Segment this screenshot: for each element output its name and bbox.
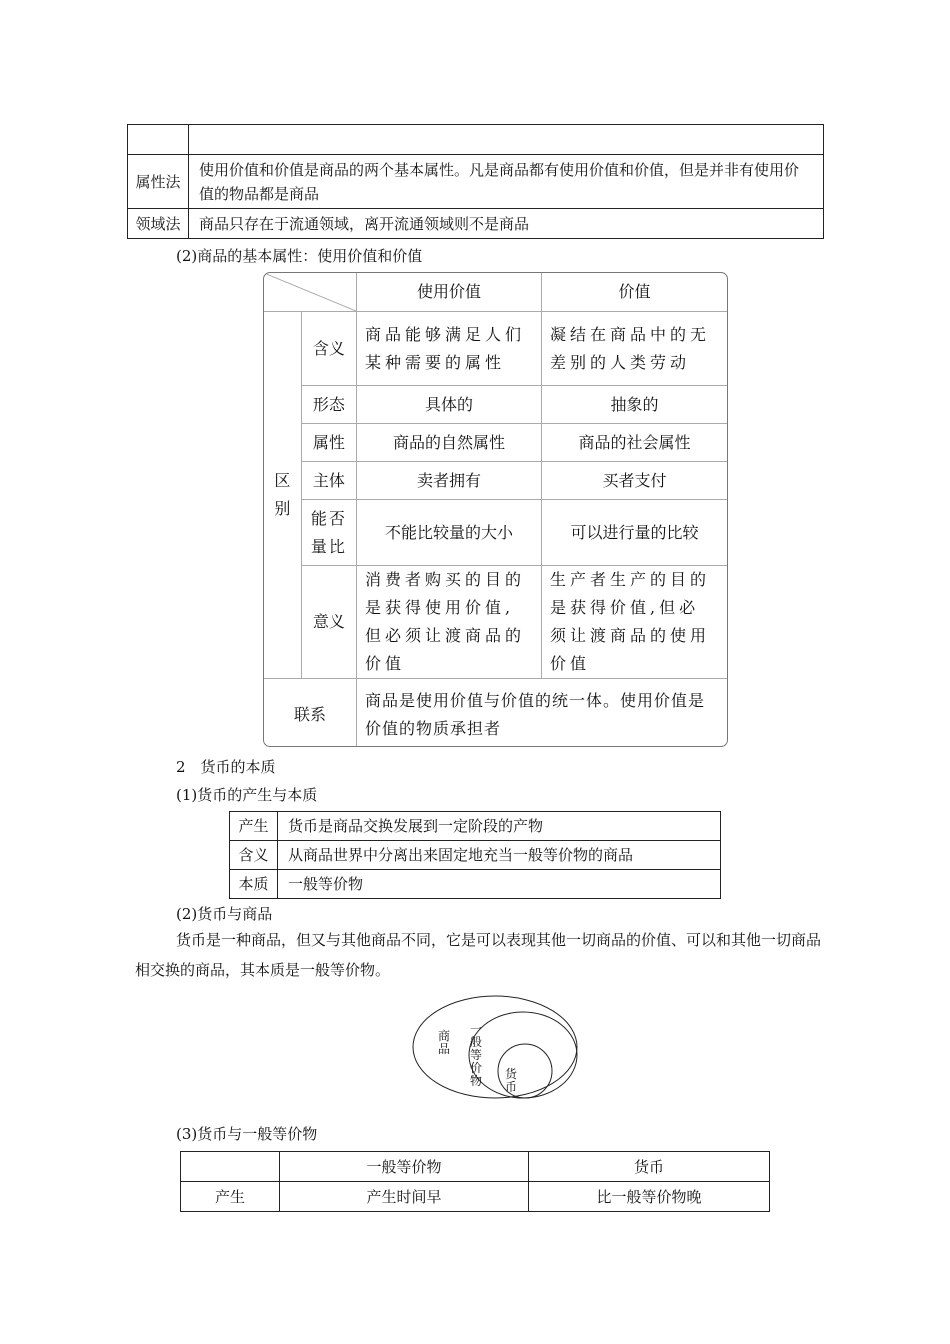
table-row bbox=[264, 424, 727, 462]
diagonal-line-icon bbox=[264, 273, 356, 311]
table-cell: 产生 bbox=[230, 812, 278, 841]
table-cell: 不能比较量的大小 bbox=[357, 500, 542, 566]
attribute-table-grid bbox=[264, 273, 727, 747]
table-cell: 产生时间早 bbox=[280, 1182, 529, 1212]
row-label: 主体 bbox=[301, 462, 356, 500]
table-row bbox=[128, 209, 824, 239]
column-header: 价值 bbox=[542, 273, 728, 312]
table-cell: 本质 bbox=[230, 870, 278, 899]
table-cell: 使用价值和价值是商品的两个基本属性。凡是商品都有使用价值和价值，但是并非有使用价值的物品都是商品 bbox=[189, 155, 824, 209]
table-cell: 属性法 bbox=[128, 155, 189, 209]
venn-label-money: 货币 bbox=[504, 1067, 517, 1094]
table-row bbox=[230, 841, 721, 870]
table-row bbox=[264, 386, 727, 424]
table-cell bbox=[181, 1152, 280, 1182]
table-cell: 比一般等价物晚 bbox=[529, 1182, 770, 1212]
row-label-text: 能否量比 bbox=[310, 508, 347, 556]
table-cell: 商品能够满足人们某种需要的属性 bbox=[357, 312, 542, 386]
table-cell: 一般等价物 bbox=[278, 870, 721, 899]
table-cell bbox=[189, 125, 824, 155]
table-row bbox=[264, 500, 727, 566]
table-row bbox=[181, 1182, 770, 1212]
table-row bbox=[264, 566, 727, 679]
attribute-comparison-table bbox=[263, 272, 728, 747]
property-method-table bbox=[127, 124, 824, 239]
middle-ellipse bbox=[469, 1012, 577, 1098]
table-row bbox=[230, 812, 721, 841]
column-header: 使用价值 bbox=[357, 273, 542, 312]
table-row bbox=[128, 125, 824, 155]
difference-label-text: 区别 bbox=[274, 471, 291, 518]
table-cell: 可以进行量的比较 bbox=[542, 500, 728, 566]
table-row bbox=[264, 679, 727, 748]
table-row bbox=[128, 155, 824, 209]
table-cell: 含义 bbox=[230, 841, 278, 870]
table-cell: 生产者生产的目的是获得价值,但必须让渡商品的使用价值 bbox=[542, 566, 728, 679]
table-cell: 从商品世界中分离出来固定地充当一般等价物的商品 bbox=[278, 841, 721, 870]
table-row bbox=[264, 273, 727, 312]
table-cell: 产生 bbox=[181, 1182, 280, 1212]
table-cell: 领域法 bbox=[128, 209, 189, 239]
table-cell: 商品的社会属性 bbox=[542, 424, 728, 462]
link-label: 联系 bbox=[264, 679, 357, 748]
table-cell: 凝结在商品中的无差别的人类劳动 bbox=[542, 312, 728, 386]
table-row bbox=[230, 870, 721, 899]
table-cell: 具体的 bbox=[357, 386, 542, 424]
table-row bbox=[181, 1152, 770, 1182]
money-vs-equivalent-table bbox=[180, 1151, 770, 1212]
subheading-money-and-commodity: (2)货币与商品 bbox=[176, 905, 273, 923]
table-cell: 货币是商品交换发展到一定阶段的产物 bbox=[278, 812, 721, 841]
heading-commodity-attributes: (2)商品的基本属性：使用价值和价值 bbox=[176, 247, 423, 265]
row-label: 含义 bbox=[301, 312, 356, 386]
table-cell: 消费者购买的目的是获得使用价值,但必须让渡商品的价值 bbox=[357, 566, 542, 679]
table-row bbox=[264, 462, 727, 500]
subheading-money-origin: (1)货币的产生与本质 bbox=[176, 786, 318, 804]
table-cell: 商品的自然属性 bbox=[357, 424, 542, 462]
column-header: 货币 bbox=[529, 1152, 770, 1182]
paragraph-money-definition: 货币是一种商品，但又与其他商品不同，它是可以表现其他一切商品的价值、可以和其他一切商品相交换的商品，其本质是一般等价物。 bbox=[135, 931, 822, 979]
venn-label-general-equivalent: 一般等价物 bbox=[469, 1022, 482, 1088]
row-label: 形态 bbox=[301, 386, 356, 424]
venn-label-commodity: 商品 bbox=[437, 1029, 450, 1056]
difference-label bbox=[264, 312, 301, 679]
section-money-essence: 2 货币的本质 bbox=[176, 758, 276, 776]
money-origin-table bbox=[229, 811, 721, 899]
table-cell bbox=[128, 125, 189, 155]
table-cell: 卖者拥有 bbox=[357, 462, 542, 500]
row-label: 意义 bbox=[301, 566, 356, 679]
table-row bbox=[264, 312, 727, 386]
table-cell: 买者支付 bbox=[542, 462, 728, 500]
diagonal-corner-cell bbox=[264, 273, 357, 312]
row-label bbox=[301, 500, 356, 566]
row-label: 属性 bbox=[301, 424, 356, 462]
table-cell: 商品只存在于流通领域，离开流通领域则不是商品 bbox=[189, 209, 824, 239]
table-cell: 抽象的 bbox=[542, 386, 728, 424]
link-text: 商品是使用价值与价值的统一体。使用价值是价值的物质承担者 bbox=[357, 679, 728, 748]
column-header: 一般等价物 bbox=[280, 1152, 529, 1182]
subheading-money-vs-equivalent: (3)货币与一般等价物 bbox=[176, 1125, 318, 1143]
